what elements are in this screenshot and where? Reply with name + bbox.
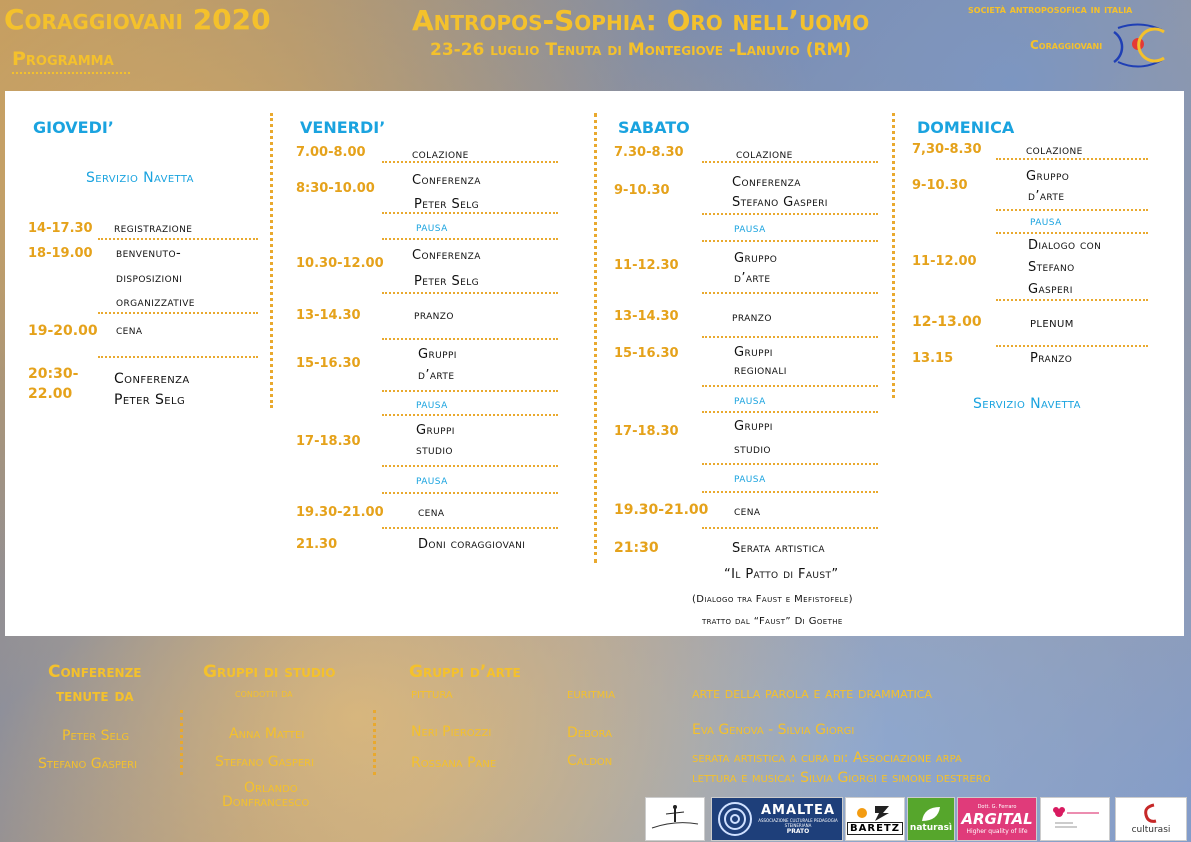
day-friday: VENERDI’ bbox=[300, 118, 386, 137]
naturasi-logo bbox=[907, 797, 955, 841]
study-subtitle: condotti da bbox=[235, 686, 293, 700]
conferences-title: Conferenze bbox=[48, 662, 142, 682]
activity: colazione bbox=[1026, 143, 1083, 158]
activity: Gasperi bbox=[1028, 282, 1073, 297]
row-divider bbox=[702, 161, 878, 163]
separator-1 bbox=[270, 113, 273, 408]
shuttle-sunday: Servizio Navetta bbox=[973, 396, 1081, 412]
pause: pausa bbox=[734, 221, 766, 236]
shell-icon bbox=[716, 800, 754, 838]
time: 13-14.30 bbox=[614, 309, 679, 324]
row-divider bbox=[382, 390, 558, 392]
time: 11-12.00 bbox=[912, 254, 977, 269]
row-divider bbox=[382, 414, 558, 416]
left-subtitle: Programma bbox=[12, 48, 130, 74]
naturasi-name: naturasì bbox=[909, 823, 953, 833]
day-sunday: DOMENICA bbox=[917, 118, 1015, 137]
footer-separator bbox=[180, 710, 183, 775]
speech-title: arte della parola e arte drammatica bbox=[692, 684, 932, 702]
society-name: società antroposofica in italia bbox=[968, 3, 1133, 16]
study-title: Gruppi di studio bbox=[203, 662, 336, 682]
row-divider bbox=[382, 161, 558, 163]
pause: pausa bbox=[416, 220, 448, 235]
row-divider bbox=[382, 212, 558, 214]
main-title: Antropos-Sophia: Oro nell’uomo bbox=[412, 4, 870, 37]
amaltea-logo bbox=[711, 797, 843, 841]
activity: d’arte bbox=[1028, 189, 1065, 204]
painting-label: pittura bbox=[411, 686, 453, 702]
row-divider bbox=[702, 292, 878, 294]
culturasi-name: culturasi bbox=[1131, 825, 1171, 835]
time: 19.30-21.00 bbox=[296, 505, 384, 520]
study-leader: Stefano Gasperi bbox=[215, 754, 315, 770]
activity: Peter Selg bbox=[114, 392, 186, 408]
activity: Conferenza bbox=[412, 248, 481, 263]
activity: Conferenza bbox=[114, 371, 190, 387]
time: 12-13.00 bbox=[912, 314, 982, 330]
activity: Conferenza bbox=[732, 175, 801, 190]
time: 13-14.30 bbox=[296, 308, 361, 323]
rope-walker-logo bbox=[645, 797, 705, 841]
orange-dot-icon bbox=[857, 808, 867, 818]
activity-note: (Dialogo tra Faust e Mefistofele) bbox=[692, 594, 853, 605]
baretz-name: BARETZ bbox=[847, 822, 903, 835]
study-leader: Donfrancesco bbox=[222, 794, 310, 810]
activity: Peter Selg bbox=[414, 274, 480, 289]
row-divider bbox=[382, 527, 558, 529]
row-divider bbox=[996, 299, 1148, 301]
row-divider bbox=[996, 158, 1148, 160]
activity: Gruppi bbox=[734, 345, 773, 360]
activity-note: tratto dal “Faust” Di Goethe bbox=[702, 616, 843, 627]
flower-logo bbox=[1040, 797, 1110, 841]
art-title: Gruppi d’arte bbox=[409, 662, 521, 682]
activity: pranzo bbox=[732, 310, 772, 325]
activity: Gruppi bbox=[416, 423, 455, 438]
painting-teacher: Rossana Pane bbox=[411, 755, 497, 771]
activity: benvenuto- bbox=[116, 246, 182, 261]
conference-speaker: Peter Selg bbox=[62, 728, 130, 744]
argital-logo bbox=[957, 797, 1037, 841]
evening-credits: serata artistica a cura di: Associazione arpa bbox=[692, 750, 962, 766]
time: 15-16.30 bbox=[296, 356, 361, 371]
activity: colazione bbox=[736, 147, 793, 162]
footer-separator bbox=[373, 710, 376, 775]
amaltea-title: AMALTEA bbox=[761, 803, 835, 818]
row-divider bbox=[382, 492, 558, 494]
study-leader: Anna Mattei bbox=[229, 726, 305, 742]
activity: colazione bbox=[412, 147, 469, 162]
activity: cena bbox=[418, 505, 445, 520]
separator-2 bbox=[594, 113, 597, 563]
activity: studio bbox=[734, 442, 771, 457]
time: 20:30- bbox=[28, 366, 79, 382]
study-leader: Orlando bbox=[244, 780, 298, 796]
pause: pausa bbox=[734, 471, 766, 486]
pause: pausa bbox=[734, 393, 766, 408]
culturasi-mark-icon bbox=[1140, 803, 1162, 825]
activity: studio bbox=[416, 443, 453, 458]
left-title: Coraggiovani 2020 bbox=[4, 3, 271, 36]
time: 15-16.30 bbox=[614, 346, 679, 361]
row-divider bbox=[996, 209, 1148, 211]
row-divider bbox=[702, 240, 878, 242]
eurythmy-teacher: Caldon bbox=[567, 753, 613, 769]
brand-name: Coraggiovani bbox=[1030, 38, 1103, 52]
amaltea-city: PRATO bbox=[786, 828, 810, 835]
activity: organizzative bbox=[116, 295, 195, 310]
row-divider bbox=[98, 356, 258, 358]
activity: Stefano bbox=[1028, 260, 1075, 275]
row-divider bbox=[382, 465, 558, 467]
activity: plenum bbox=[1030, 315, 1074, 331]
time: 7.00-8.00 bbox=[296, 145, 366, 160]
activity: Serata artistica bbox=[732, 541, 825, 556]
row-divider bbox=[702, 213, 878, 215]
flower-icon bbox=[1047, 801, 1103, 837]
amaltea-subtitle: ASSOCIAZIONE CULTURALE PEDAGOGIA STEINERIANA bbox=[758, 818, 838, 828]
row-divider bbox=[98, 312, 258, 314]
activity: registrazione bbox=[114, 221, 193, 236]
row-divider bbox=[382, 338, 558, 340]
activity: Gruppo bbox=[1026, 169, 1070, 184]
pause: pausa bbox=[416, 473, 448, 488]
activity: Peter Selg bbox=[414, 197, 480, 212]
shuttle-thursday: Servizio Navetta bbox=[86, 170, 194, 186]
time: 14-17.30 bbox=[28, 221, 93, 236]
rope-walker-icon bbox=[650, 802, 700, 836]
time: 7.30-8.30 bbox=[614, 145, 684, 160]
row-divider bbox=[996, 345, 1148, 347]
row-divider bbox=[702, 527, 878, 529]
eurythmy-teacher: Debora bbox=[567, 725, 613, 741]
time: 9-10.30 bbox=[614, 183, 670, 198]
baretz-logo bbox=[845, 797, 905, 841]
pause: pausa bbox=[416, 397, 448, 412]
time: 8:30-10.00 bbox=[296, 181, 375, 196]
evening-credits: lettura e musica: Silvia Giorgi e simone destrero bbox=[692, 770, 991, 786]
row-divider bbox=[702, 463, 878, 465]
time: 17-18.30 bbox=[614, 424, 679, 439]
activity: Gruppi bbox=[734, 419, 773, 434]
time: 10.30-12.00 bbox=[296, 256, 384, 271]
activity: regionali bbox=[734, 363, 787, 378]
day-thursday: GIOVEDI’ bbox=[33, 118, 114, 137]
time: 13.15 bbox=[912, 351, 954, 366]
main-subtitle: 23-26 luglio Tenuta di Montegiove -Lanuvio (RM) bbox=[430, 40, 852, 60]
argital-tagline: Higher quality of life bbox=[966, 827, 1028, 835]
time: 11-12.30 bbox=[614, 258, 679, 273]
activity: Pranzo bbox=[1030, 351, 1073, 366]
time: 18-19.00 bbox=[28, 246, 93, 261]
time: 21:30 bbox=[614, 540, 659, 556]
time: 19-20.00 bbox=[28, 323, 98, 339]
time: 17-18.30 bbox=[296, 434, 361, 449]
conference-speaker: Stefano Gasperi bbox=[38, 756, 138, 772]
activity: Dialogo con bbox=[1028, 238, 1102, 253]
speech-teachers: Eva Genova - Silvia Giorgi bbox=[692, 722, 855, 738]
activity: Gruppi bbox=[418, 347, 457, 362]
time: 7,30-8.30 bbox=[912, 142, 982, 157]
culturasi-logo bbox=[1115, 797, 1187, 841]
row-divider bbox=[98, 238, 258, 240]
painting-teacher: Neri Pierozzi bbox=[411, 724, 492, 740]
activity: pranzo bbox=[414, 308, 454, 323]
activity: cena bbox=[734, 504, 761, 519]
time: 21.30 bbox=[296, 537, 338, 552]
activity: Stefano Gasperi bbox=[732, 195, 828, 210]
day-saturday: SABATO bbox=[618, 118, 690, 137]
separator-3 bbox=[892, 113, 895, 398]
activity: Conferenza bbox=[412, 173, 481, 188]
row-divider bbox=[702, 385, 878, 387]
activity: Gruppo bbox=[734, 251, 778, 266]
row-divider bbox=[702, 491, 878, 493]
brand-logo-icon bbox=[1110, 22, 1168, 68]
row-divider bbox=[996, 232, 1148, 234]
time: 22.00 bbox=[28, 386, 73, 402]
row-divider bbox=[382, 238, 558, 240]
row-divider bbox=[382, 292, 558, 294]
activity: disposizioni bbox=[116, 271, 183, 286]
leaf-icon bbox=[920, 805, 942, 823]
eurythmy-label: euritmia bbox=[567, 686, 616, 702]
activity: d’arte bbox=[418, 368, 455, 383]
conferences-title: tenute da bbox=[56, 686, 134, 706]
activity: cena bbox=[116, 323, 143, 338]
activity: Doni coraggiovani bbox=[418, 537, 526, 552]
time: 19.30-21.00 bbox=[614, 502, 709, 518]
argital-name: ARGITAL bbox=[961, 809, 1033, 828]
time: 9-10.30 bbox=[912, 178, 968, 193]
activity: d’arte bbox=[734, 271, 771, 286]
baretz-mark-icon bbox=[871, 804, 893, 822]
row-divider bbox=[702, 411, 878, 413]
argital-doctor: Dott. G. Ferraro bbox=[977, 803, 1017, 810]
activity: “Il Patto di Faust” bbox=[724, 567, 839, 582]
pause: pausa bbox=[1030, 214, 1062, 229]
row-divider bbox=[702, 336, 878, 338]
